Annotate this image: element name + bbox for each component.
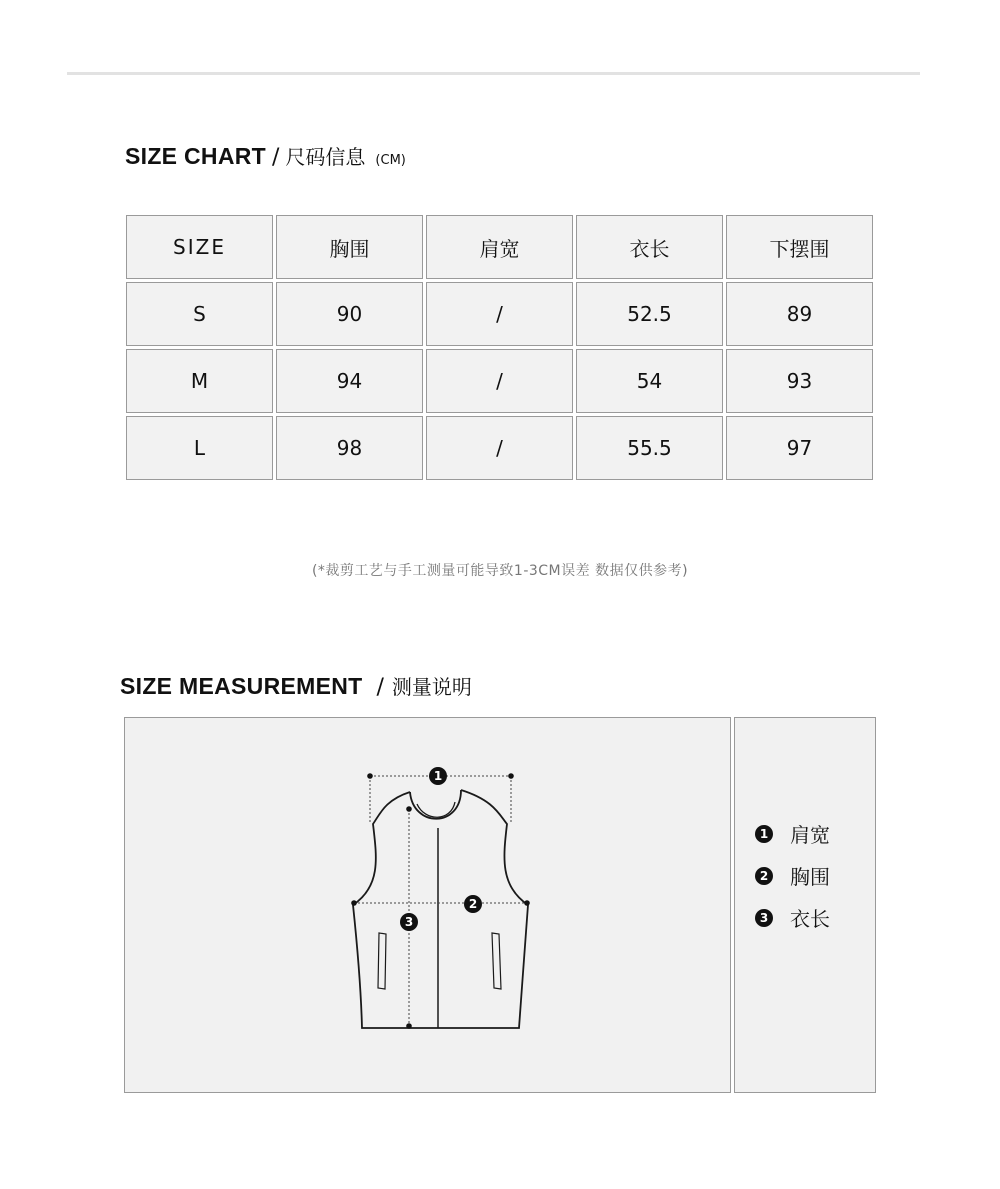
measure-dot xyxy=(524,900,530,906)
measurement-legend xyxy=(734,717,876,1093)
cell-length: 54 xyxy=(576,349,723,413)
cell-chest: 94 xyxy=(276,349,423,413)
legend-label: 肩宽 xyxy=(790,823,830,847)
vest-illustration xyxy=(125,718,730,1092)
cell-chest: 98 xyxy=(276,416,423,480)
measure-dot xyxy=(367,773,373,779)
cell-hem: 97 xyxy=(726,416,873,480)
measure-dot xyxy=(406,1023,412,1029)
measure-dot xyxy=(508,773,514,779)
size-chart-title-en: SIZE CHART xyxy=(125,143,266,169)
marker-3 xyxy=(400,913,418,931)
measurement-title-en: SIZE MEASUREMENT xyxy=(120,673,363,699)
cell-hem: 93 xyxy=(726,349,873,413)
title-separator: / xyxy=(376,675,384,700)
cell-size: S xyxy=(126,282,273,346)
header-size: SIZE xyxy=(126,215,273,279)
cell-shoulder: / xyxy=(426,416,573,480)
size-chart-title xyxy=(125,141,406,170)
cell-length: 55.5 xyxy=(576,416,723,480)
measure-dot xyxy=(406,806,412,812)
size-chart-title-cn: 尺码信息 xyxy=(285,145,366,169)
unit-label: (CM) xyxy=(375,153,406,168)
measure-dot xyxy=(351,900,357,906)
legend-label: 衣长 xyxy=(790,907,830,931)
legend-item xyxy=(755,861,830,890)
title-separator: / xyxy=(272,145,280,170)
marker-3-label: 3 xyxy=(404,915,414,929)
cell-size: L xyxy=(126,416,273,480)
measurement-title-cn: 测量说明 xyxy=(391,675,472,699)
header-length: 衣长 xyxy=(576,215,723,279)
cell-length: 52.5 xyxy=(576,282,723,346)
table-header-row xyxy=(126,215,873,279)
legend-number: 1 xyxy=(755,825,773,843)
table-row xyxy=(126,282,873,346)
marker-1 xyxy=(429,767,447,785)
legend-number: 3 xyxy=(755,909,773,927)
size-table xyxy=(123,212,876,483)
cell-hem: 89 xyxy=(726,282,873,346)
header-shoulder: 肩宽 xyxy=(426,215,573,279)
cell-shoulder: / xyxy=(426,282,573,346)
cell-size: M xyxy=(126,349,273,413)
cell-chest: 90 xyxy=(276,282,423,346)
vest-diagram-panel xyxy=(124,717,731,1093)
right-pocket xyxy=(492,933,501,989)
cell-shoulder: / xyxy=(426,349,573,413)
left-pocket xyxy=(378,933,386,989)
header-chest: 胸围 xyxy=(276,215,423,279)
marker-1-label: 1 xyxy=(433,769,443,783)
vest-outline xyxy=(353,790,528,1028)
marker-2 xyxy=(464,895,482,913)
table-row xyxy=(126,416,873,480)
measurement-title xyxy=(120,671,472,700)
legend-item xyxy=(755,903,830,932)
header-hem: 下摆围 xyxy=(726,215,873,279)
legend-label: 胸围 xyxy=(790,865,830,889)
legend-item xyxy=(755,819,830,848)
table-row xyxy=(126,349,873,413)
top-divider xyxy=(67,72,920,75)
measurement-note: (*裁剪工艺与手工测量可能导致1-3CM误差 数据仅供参考) xyxy=(311,563,689,579)
marker-2-label: 2 xyxy=(468,897,478,911)
legend-number: 2 xyxy=(755,867,773,885)
